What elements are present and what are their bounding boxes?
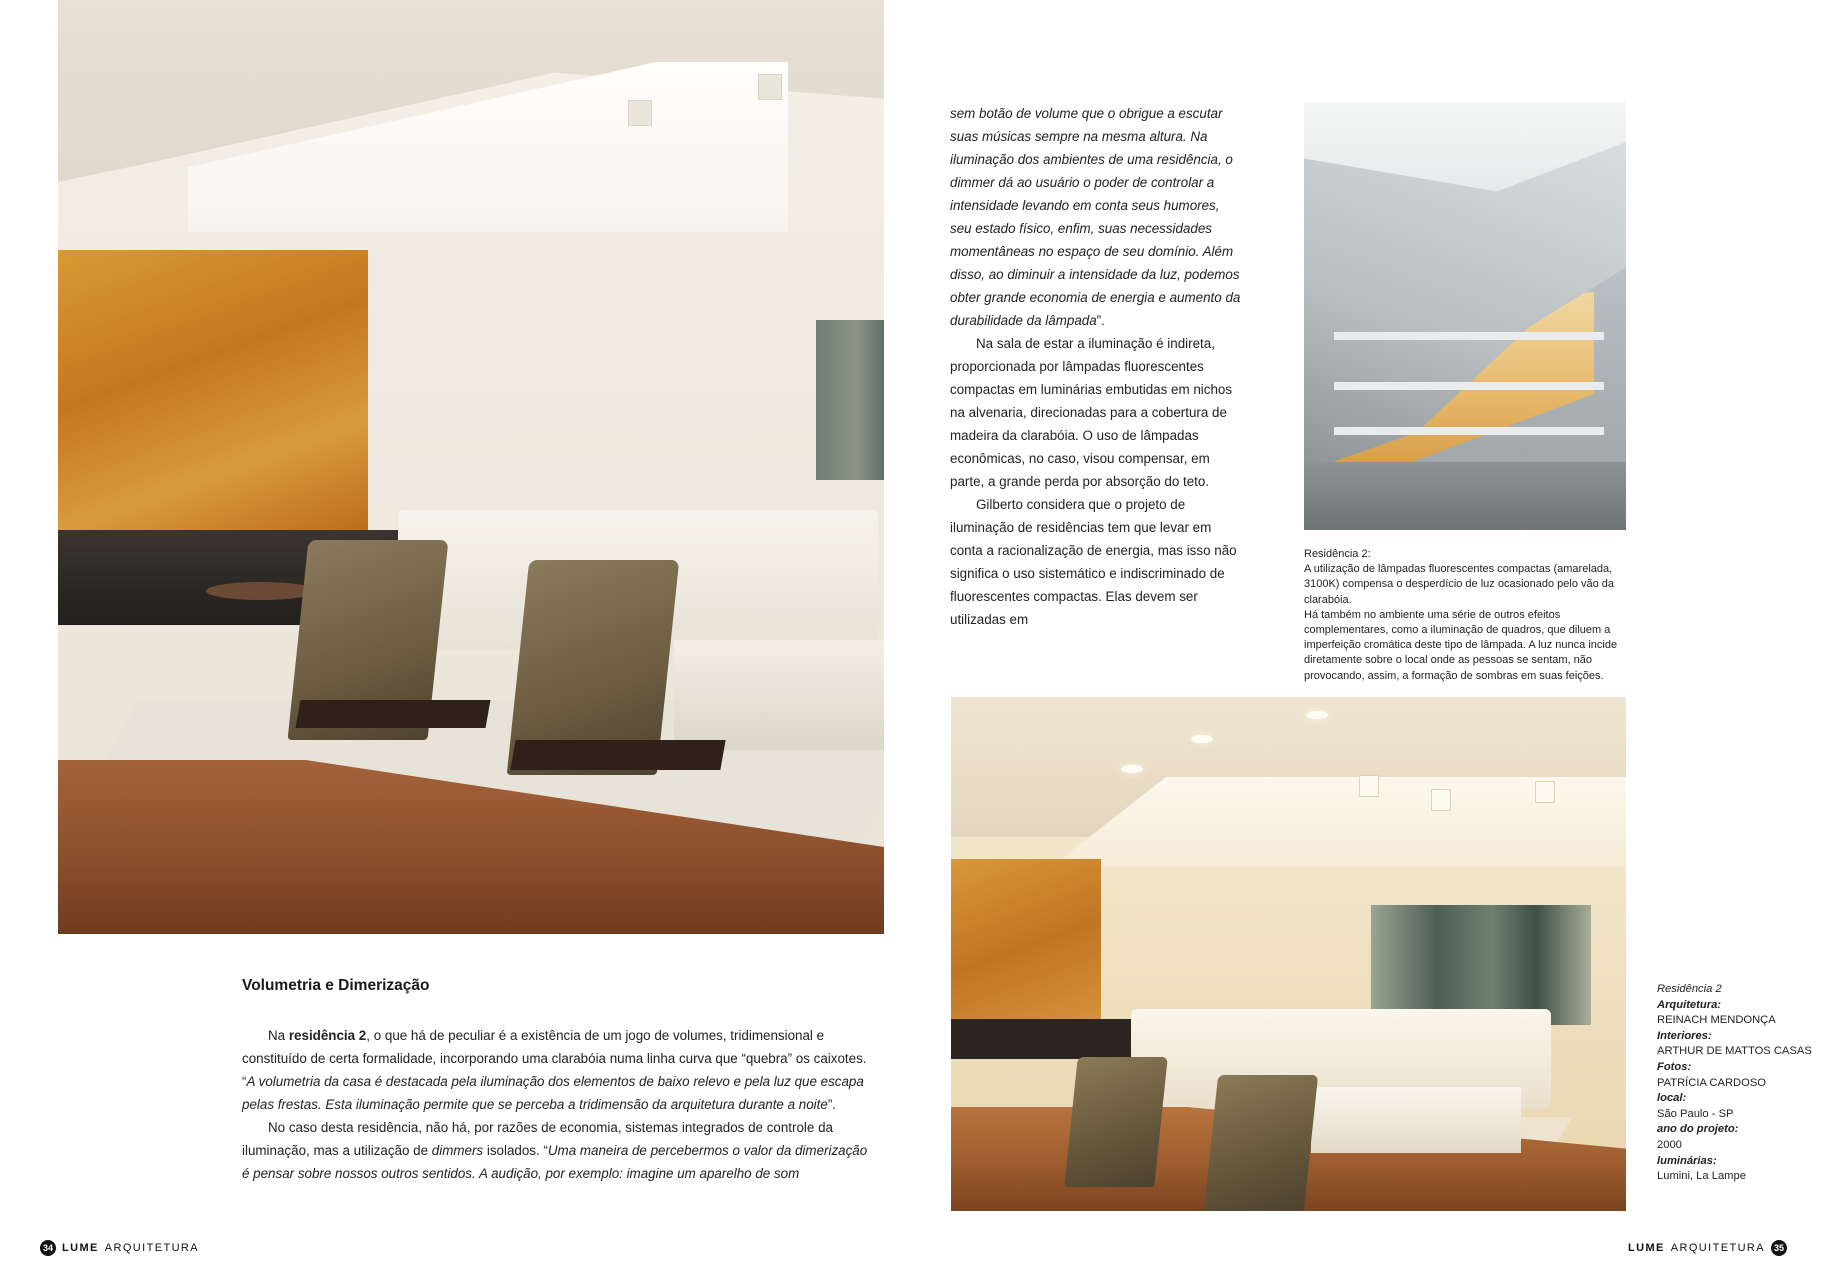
downlight xyxy=(1306,711,1328,719)
credit-value: Lumini, La Lampe xyxy=(1657,1170,1746,1183)
window-mullion xyxy=(1334,332,1604,340)
credit-label: local: xyxy=(1657,1092,1687,1105)
living-room-night-photo xyxy=(951,697,1626,1211)
magazine-brand: LUME xyxy=(1628,1242,1665,1254)
leather-armchair xyxy=(1064,1057,1168,1187)
credit-label: ano do projeto: xyxy=(1657,1123,1739,1136)
article-paragraph: Na sala de estar a iluminação é indireta, proporcionada por lâmpadas fluorescentes compactas em luminárias embutidas em nichos na alvenaria, direcionadas para a cobertura de madeira da clarabóia. O uso de lâmpadas econômicas, no caso, visou compensar, em parte, a grande perda por absorção do teto. xyxy=(950,336,1233,489)
green-painting xyxy=(816,320,884,480)
light-niche xyxy=(1359,775,1379,797)
italic-term: dimmers xyxy=(431,1143,484,1158)
leather-armchair xyxy=(1204,1075,1318,1211)
sideboard xyxy=(951,1019,1151,1059)
credit-value: PATRÍCIA CARDOSO xyxy=(1657,1076,1766,1089)
text-run: No caso desta residência, não há, por razões de economia, sistemas integrados de controle da iluminação, mas a utilização de xyxy=(242,1120,833,1158)
left-article-column xyxy=(242,1024,878,1185)
living-room-day-photo xyxy=(58,0,884,934)
coffee-table xyxy=(1311,1087,1521,1153)
credit-value: REINACH MENDONÇA xyxy=(1657,1014,1776,1027)
credit-label: Interiores: xyxy=(1657,1029,1712,1042)
light-niche xyxy=(1431,789,1451,811)
downlight xyxy=(1121,765,1143,773)
window-mullion xyxy=(1334,382,1604,390)
armchair-frame xyxy=(296,700,491,728)
skylight-exterior-photo xyxy=(1304,102,1626,530)
article-paragraph: Gilberto considera que o projeto de iluminação de residências tem que levar em conta a racionalização de energia, mas isso não significa o uso sistemático e indiscriminado de fluorescentes compactas. Elas devem ser utilizadas em xyxy=(950,497,1237,627)
section-heading: Volumetria e Dimerização xyxy=(242,977,430,994)
green-painting xyxy=(1371,905,1591,1025)
page-number-badge: 35 xyxy=(1771,1240,1787,1256)
credit-value: 2000 xyxy=(1657,1138,1682,1151)
light-niche xyxy=(758,74,782,100)
magazine-section: ARQUITETURA xyxy=(104,1242,200,1254)
page-number-badge: 34 xyxy=(40,1240,56,1256)
footer-left xyxy=(40,1240,199,1256)
credit-value: São Paulo - SP xyxy=(1657,1107,1734,1120)
light-niche xyxy=(628,100,652,126)
orange-painting xyxy=(58,250,368,540)
quote-text: A volumetria da casa é destacada pela iluminação dos elementos de baixo relevo e pela luz que escapa pelas frestas. Esta iluminação permite que se perceba a tridimensão da arquitetura durante a noite xyxy=(242,1074,864,1112)
credit-label: Fotos: xyxy=(1657,1060,1692,1073)
right-article-column xyxy=(950,102,1244,631)
downlight xyxy=(1191,735,1213,743)
light-niche xyxy=(1535,781,1555,803)
quote-end: ”. xyxy=(1096,313,1105,328)
text-run: , o que há de peculiar é a existência de um jogo de volumes, tridimensional e constituído de certa formalidade, incorporando uma clarabóia numa linha curva que “quebra” os caixotes. “ xyxy=(242,1028,867,1089)
credit-value: ARTHUR DE MATTOS CASAS xyxy=(1657,1045,1812,1058)
armchair-frame xyxy=(510,740,725,770)
skylight-caption xyxy=(1304,547,1634,684)
caption-title: Residência 2: xyxy=(1304,548,1371,560)
window-mullion xyxy=(1334,427,1604,435)
credit-label: Arquitetura: xyxy=(1657,998,1722,1011)
caption-text: A utilização de lâmpadas fluorescentes compactas (amarelada, 3100K) compensa o desperdício de luz ocasionado pelo vão da clarabóia. xyxy=(1304,563,1615,606)
article-paragraph: sem botão de volume que o obrigue a escutar suas músicas sempre na mesma altura. Na iluminação dos ambientes de uma residência, o dimmer dá ao usuário o poder de controlar a intensidade levando em conta seus humores, seu estado físico, enfim, suas necessidades momentâneas no espaço de seu domínio. Além disso, ao diminuir a intensidade da luz, podemos obter grande economia de energia e aumento da durabilidade da lâmpada xyxy=(950,106,1241,328)
caption-text: Há também no ambiente uma série de outros efeitos complementares, como a iluminação de quadros, que diluem a imperfeição cromática deste tipo de lâmpada. A luz nunca incide diretamente sobre o local onde as pessoas se sentam, não provocando, assim, a formação de sombras em suas feições. xyxy=(1304,608,1618,682)
text-run: isolados. “ xyxy=(483,1143,548,1158)
credit-label: luminárias: xyxy=(1657,1154,1717,1167)
project-credits xyxy=(1657,982,1817,1185)
footer-right xyxy=(1628,1240,1787,1256)
credits-title: Residência 2 xyxy=(1657,983,1722,995)
orange-painting xyxy=(951,859,1101,1035)
text-run: ”. xyxy=(827,1097,836,1112)
highlighted-term: residência 2 xyxy=(288,1028,367,1043)
side-table xyxy=(206,582,316,600)
magazine-section: ARQUITETURA xyxy=(1670,1242,1766,1254)
magazine-brand: LUME xyxy=(62,1242,99,1254)
quote-text: Uma maneira de percebermos o valor da dimerização é pensar sobre nossos outros sentidos. A audição, por exemplo: imagine um aparelho de som xyxy=(242,1143,868,1181)
coffee-table xyxy=(674,640,884,750)
roof-base xyxy=(1304,462,1626,530)
text-run: Na xyxy=(268,1028,289,1043)
